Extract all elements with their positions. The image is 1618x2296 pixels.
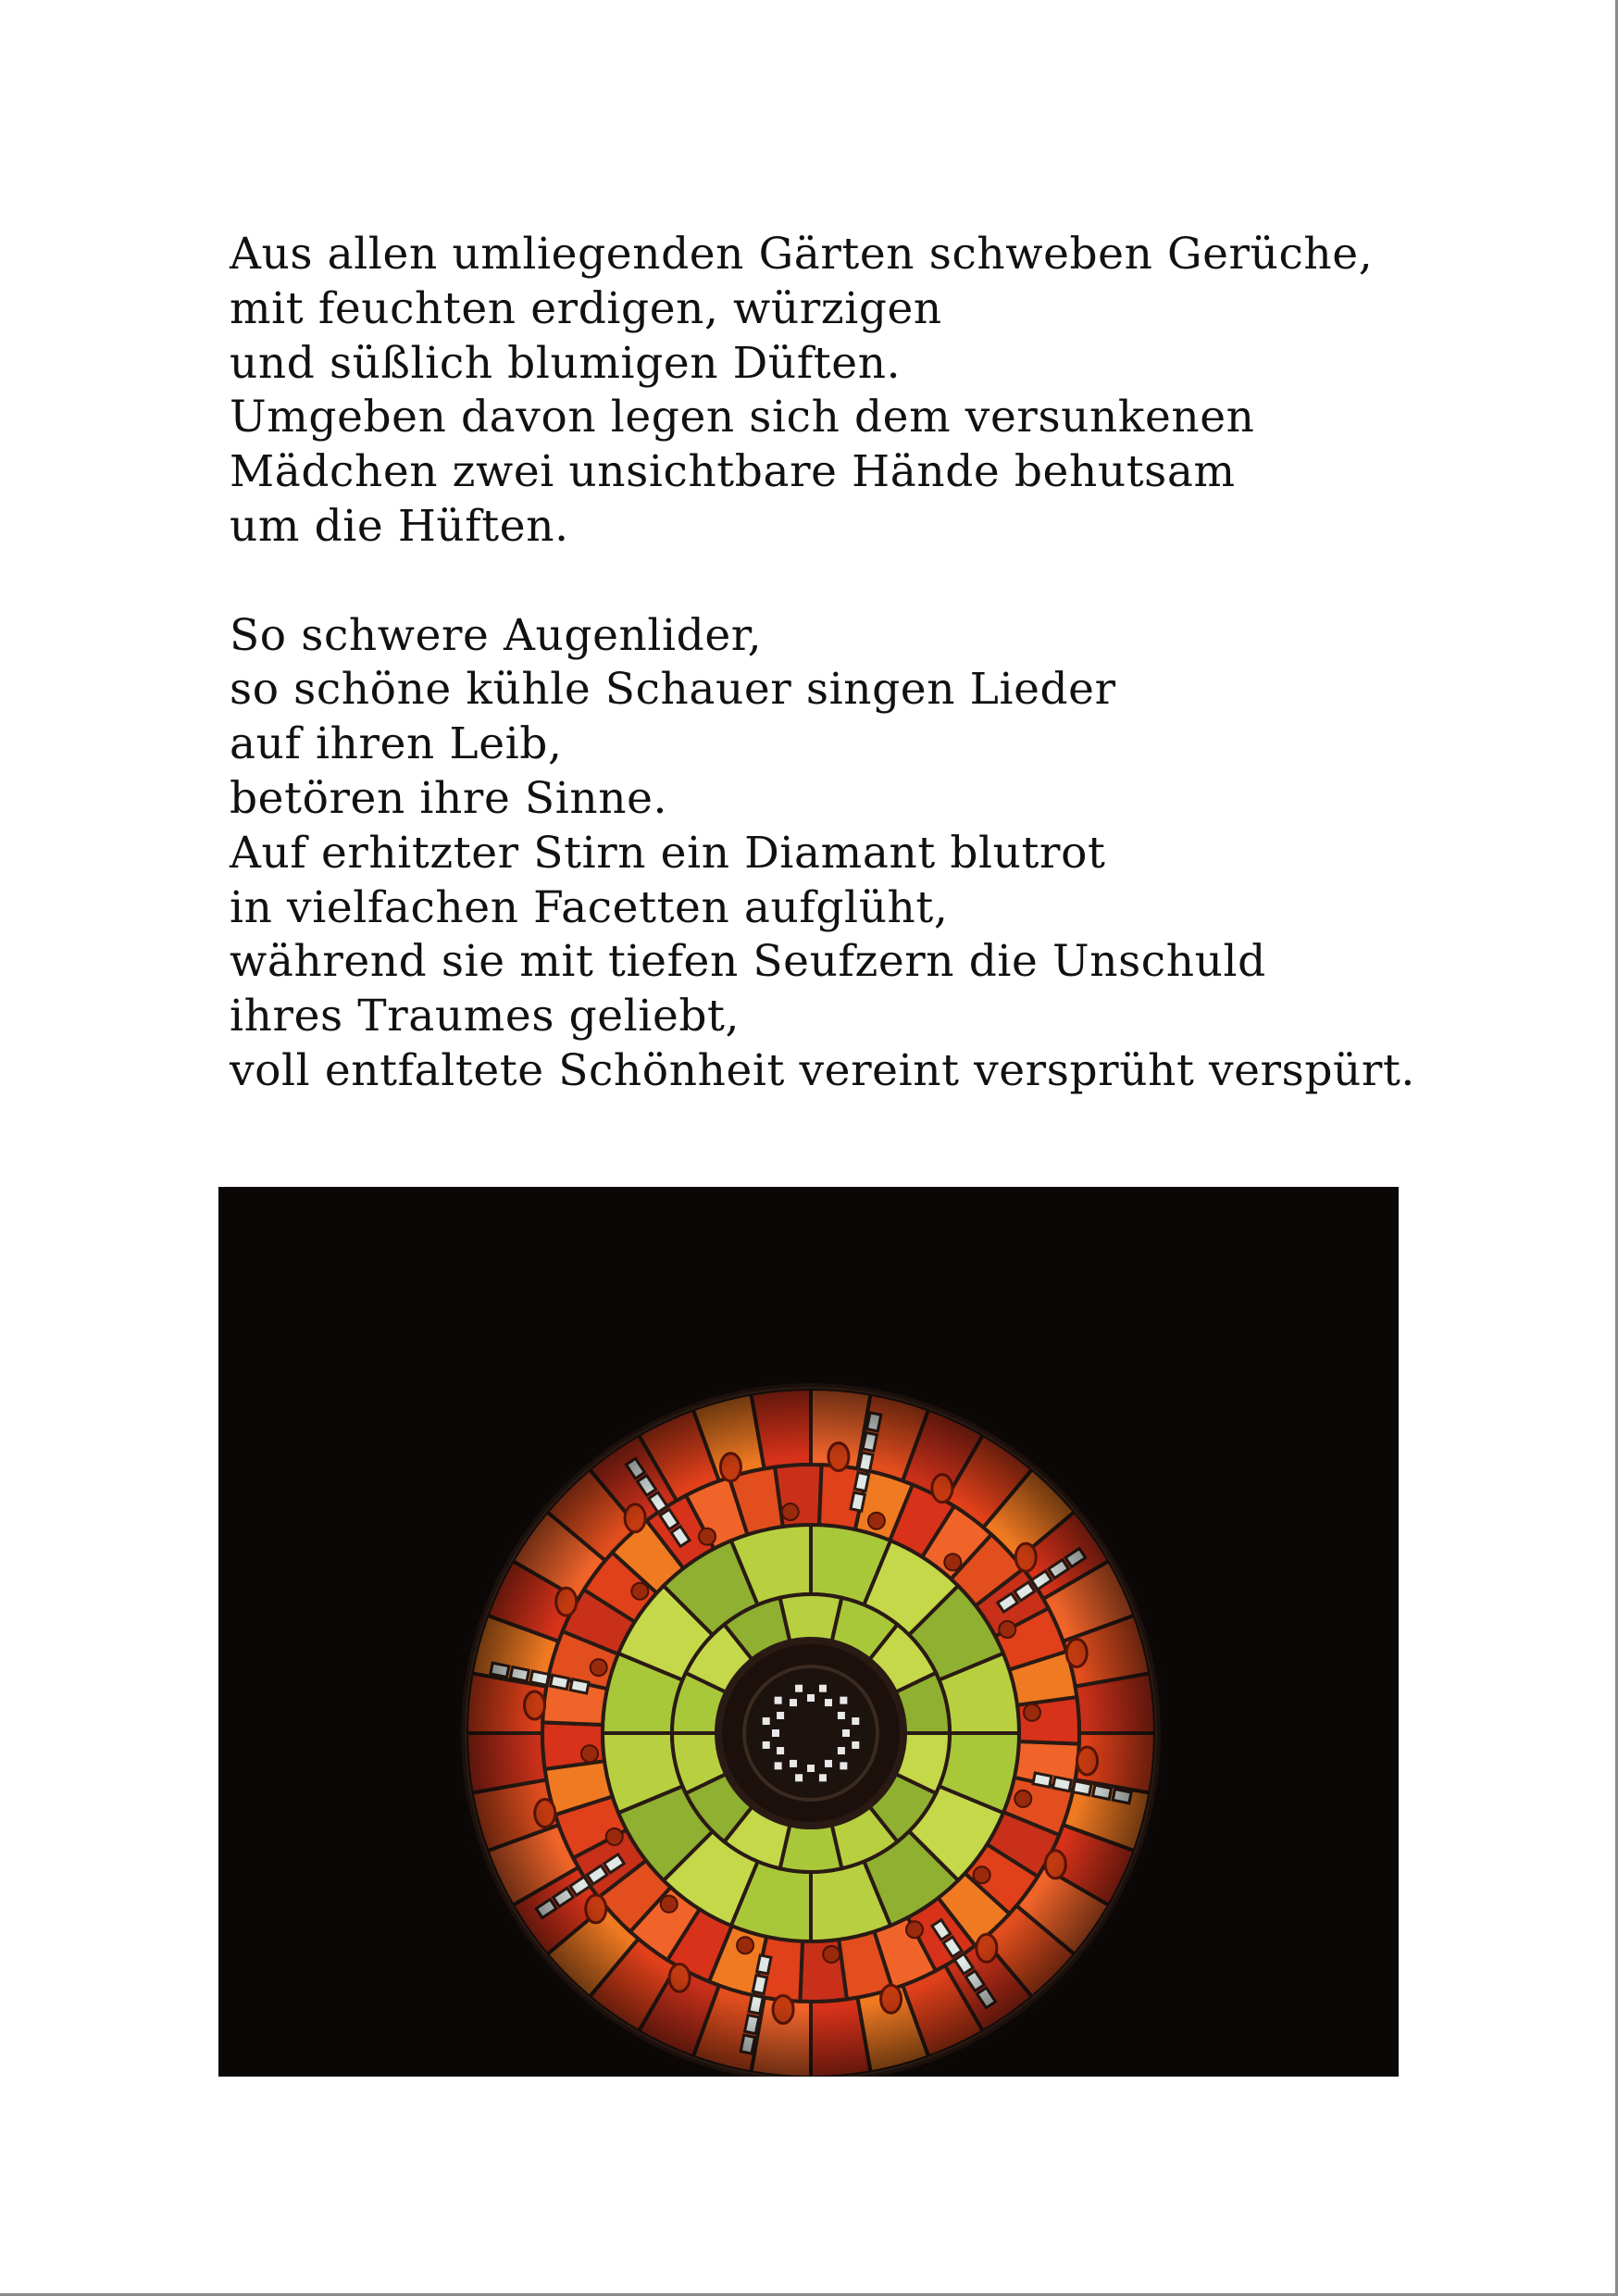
tiffany-lamp-icon [218, 1187, 1399, 2077]
poem-line: Aus allen umliegenden Gärten schweben Gerüche, [230, 229, 1374, 280]
poem-line: auf ihren Leib, [230, 718, 563, 770]
poem-line: mit feuchten erdigen, würzigen [230, 282, 942, 334]
poem-line: betören ihre Sinne. [230, 772, 668, 824]
poem-line: ihres Traumes geliebt, [230, 991, 741, 1042]
poem-line: So schwere Augenlider, [230, 609, 763, 661]
lamp-rim-shade [467, 1389, 1155, 2077]
poem-line: so schöne kühle Schauer singen Lieder [230, 664, 1116, 716]
poem-line: um die Hüften. [230, 500, 569, 552]
poem [230, 228, 1433, 1099]
lamp-photo [218, 1187, 1399, 2077]
poem-line: Umgeben davon legen sich dem versunkenen [230, 392, 1255, 443]
poem-line: und süßlich blumigen Düften. [230, 337, 902, 389]
poem-line: in vielfachen Facetten aufglüht, [230, 881, 949, 933]
stanza-1 [230, 228, 1433, 555]
stanza-2 [230, 609, 1433, 1099]
lamp-shade [461, 1383, 1161, 2077]
poem-line: Auf erhitzter Stirn ein Diamant blutrot [230, 827, 1106, 879]
poem-line: während sie mit tiefen Seufzern die Unschuld [230, 936, 1266, 988]
poem-line: Mädchen zwei unsichtbare Hände behutsam [230, 446, 1236, 498]
poem-line: voll entfaltete Schönheit vereint versprüht verspürt. [230, 1044, 1415, 1096]
